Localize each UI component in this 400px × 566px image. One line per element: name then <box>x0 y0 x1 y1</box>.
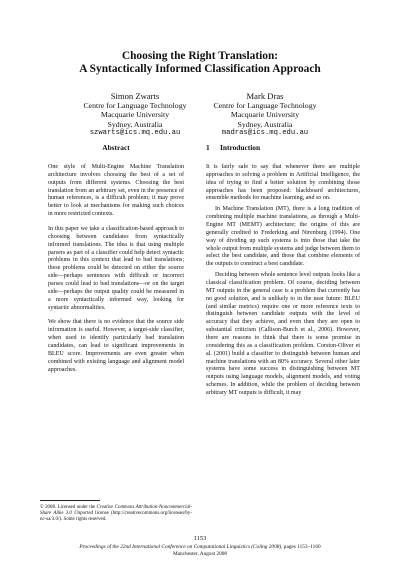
section-heading <box>206 143 360 152</box>
author-institution: Macquarie University <box>230 110 300 120</box>
license-name: Creative Commons Attribution-Noncommercial-Share Alike 3.0 Unported <box>40 505 192 516</box>
abstract-paragraph-1: One style of Multi-Engine Machine Translation architecture involves choosing the best of a set of outputs from different systems. Choosing the best translation from an arbitrary set, even in the presence of human references, is a difficult problem; it may prove better to look at mechanisms for making such choices in more restricted contexts. <box>48 164 184 218</box>
author-block-1 <box>60 92 210 138</box>
section-number: 1 <box>206 143 210 152</box>
title-line-1: Choosing the Right Translation: <box>121 50 279 62</box>
intro-paragraph-2: In Machine Translation (MT), there is a long tradition of combining multiple machine translations, as through a Multi-Engine MT (MEMT) architecture; the origins of this are generally credited to Frederking and Nirenburg (1994). One way of dividing up such systems is into those that take the whole output from multiple systems and judge between them to select the best candidate, and those that combine elements of the outputs to construct a best candidate. <box>206 206 361 268</box>
abstract-column <box>40 143 192 381</box>
intro-paragraph-1: It is fairly safe to say that whenever there are multiple approaches to solving a problem in Artificial Intelligence, the idea of trying to find a better solution by combining those approaches has been proposed: blackboard architectures, ensemble methods for machine learning, and so on. <box>206 164 360 202</box>
abstract-heading: Abstract <box>102 143 130 152</box>
intro-paragraph-3: Deciding between whole sentence level outputs looks like a classical classification problem. Of course, deciding between MT outputs in the general case is a problem that currently has no good solution, and is unlikely to in the near future: BLEU (and similar metrics) require one or more reference texts to distinguish between candidate outputs with the level of accuracy that they achieve, and even then they are open to substantial criticism (Callison-Burch et al., 2006). However, there are reasons to think that there is some promise in considering this as a classification problem. Corston-Oliver et al. (2001) build a classifier to distinguish between human and machine translations with an 80% accuracy. Several other later systems have some success in distinguishing between MT outputs using language models, alignment models, and voting schemes. In addition, while the problem of deciding between arbitrary MT outputs is difficult, it may <box>206 272 360 397</box>
author-location: Sydney, Australia <box>237 119 293 129</box>
abstract-paragraph-3: We show that there is no evidence that the source side information is useful. However, a target-side classifier, when used to identify particularly bad translation candidates, can lead to significant improvements in BLEU score. Improvements are even greater when combined with existing language and alignment model approaches. <box>48 319 184 373</box>
author-email: madras@ics.mq.edu.au <box>221 128 309 137</box>
author-affiliation: Centre for Language Technology <box>83 101 187 111</box>
author-location: Sydney, Australia <box>107 119 163 129</box>
proceedings-location: Manchester, August 2008 <box>172 550 228 557</box>
footnote-suffix: license (http://creativecommons.org/licenses/by-nc-sa/3.0/). Some rights reserved. <box>40 510 192 522</box>
paper-title <box>0 50 400 76</box>
footnote-rule <box>40 500 100 501</box>
author-affiliation: Centre for Language Technology <box>213 101 317 111</box>
author-email: szwarts@ics.mq.edu.au <box>89 128 181 137</box>
title-line-2: A Syntactically Informed Classification Approach <box>79 63 321 75</box>
proceedings-footer <box>0 544 400 557</box>
abstract-paragraph-2: In this paper we take a classification-based approach to choosing between candidates from syntactically informed translations. The idea is that using multiple parsers as part of a classifier could help detect syntactic problems in this context that lead to bad translations; these problems could be detected on either the source side—perhaps sentences with difficult or incorrect parses could lead to bad translations—or on the target side—perhaps the output quality could be measured in a more syntactically informed way, looking for syntactic abnormalities. <box>48 226 184 311</box>
author-name: Simon Zwarts <box>110 91 160 101</box>
proceedings-pages: , pages 1153–1160 <box>281 544 321 550</box>
footnote-prefix: © 2008. Licensed under the <box>40 505 97 510</box>
page-number: 1153 <box>193 535 207 542</box>
author-name: Mark Dras <box>246 91 284 101</box>
author-block-2 <box>190 92 340 138</box>
license-footnote <box>40 500 192 523</box>
proceedings-venue: Proceedings of the 22nd International Conference on Computational Linguistics (Coling 2008) <box>79 544 282 550</box>
introduction-column <box>206 143 360 401</box>
author-institution: Macquarie University <box>100 110 170 120</box>
section-title: Introduction <box>220 143 261 152</box>
